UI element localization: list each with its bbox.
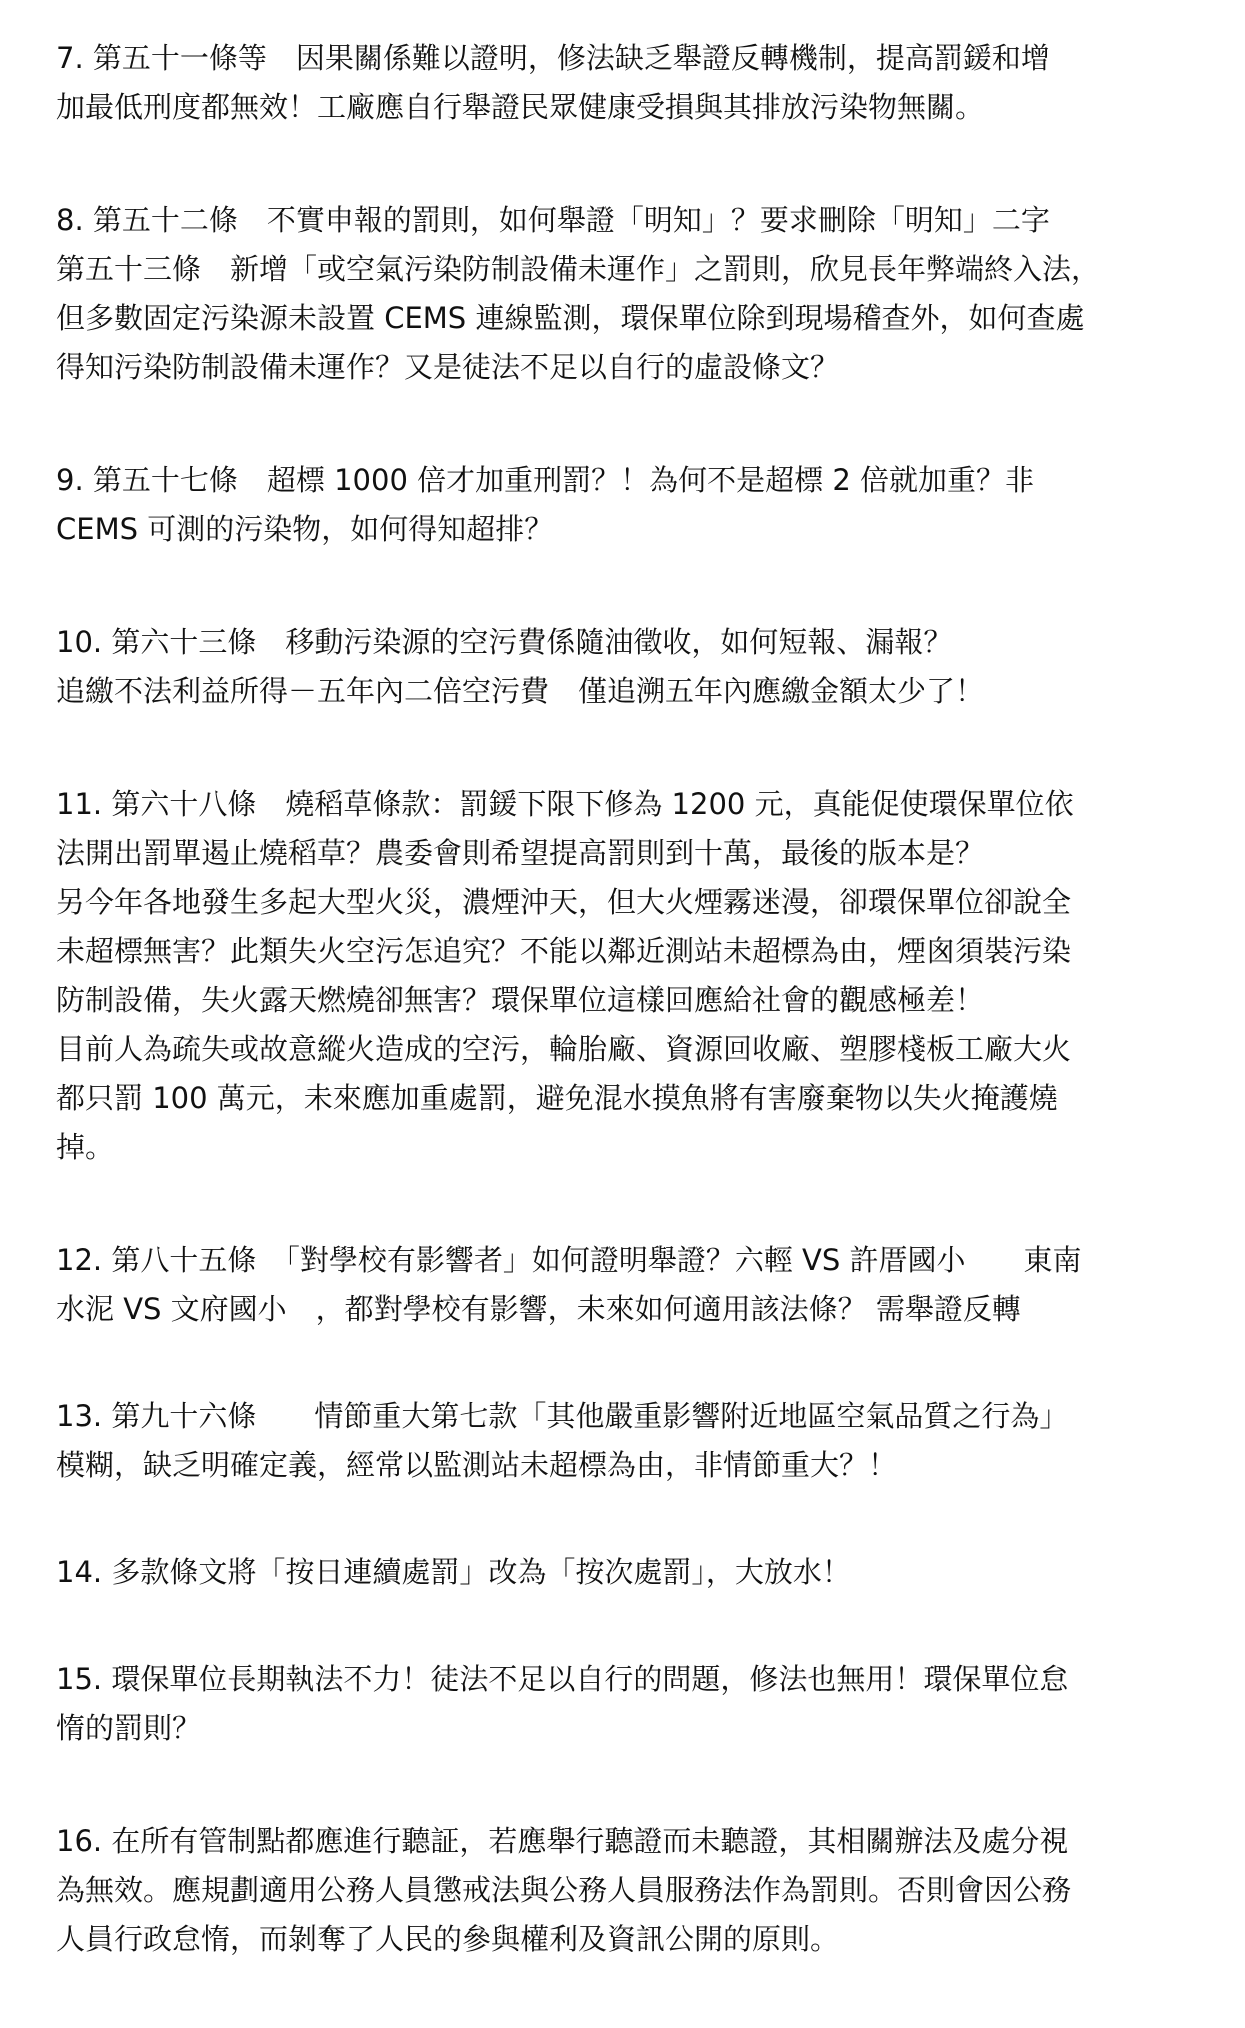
item-13 <box>56 1392 1196 1490</box>
item-9 <box>56 456 1196 554</box>
item-16-line-3: 人員行政怠惰，而剝奪了人民的參與權利及資訊公開的原則。 <box>56 1922 840 1956</box>
item-8-line-1: 8. 第五十二條 不實申報的罰則，如何舉證「明知」？要求刪除「明知」二字 <box>56 203 1050 237</box>
item-11-line-8: 掉。 <box>56 1130 115 1164</box>
item-11-line-4: 未超標無害？此類失火空污怎追究？不能以鄰近測站未超標為由，煙囪須裝污染 <box>56 934 1072 968</box>
item-7-line-2: 加最低刑度都無效！工廠應自行舉證民眾健康受損與其排放污染物無關。 <box>56 90 985 124</box>
item-15-line-1: 15. 環保單位長期執法不力！徒法不足以自行的問題，修法也無用！環保單位怠 <box>56 1662 1069 1696</box>
item-13-line-1: 13. 第九十六條 情節重大第七款「其他嚴重影響附近地區空氣品質之行為」 <box>56 1399 1069 1433</box>
item-9-line-2: CEMS 可測的污染物，如何得知超排？ <box>56 512 554 546</box>
item-11-line-2: 法開出罰單遏止燒稻草？農委會則希望提高罰則到十萬，最後的版本是？ <box>56 836 985 870</box>
item-14-line-1: 14. 多款條文將「按日連續處罰」改為「按次處罰」，大放水！ <box>56 1555 851 1589</box>
item-16-line-1: 16. 在所有管制點都應進行聽証，若應舉行聽證而未聽證，其相關辦法及處分視 <box>56 1824 1069 1858</box>
item-11-line-7: 都只罰 100 萬元，未來應加重處罰，避免混水摸魚將有害廢棄物以失火掩護燒 <box>56 1081 1058 1115</box>
item-15 <box>56 1655 1196 1753</box>
item-13-line-2: 模糊，缺乏明確定義，經常以監測站未超標為由，非情節重大？！ <box>56 1448 898 1482</box>
item-9-line-1: 9. 第五十七條 超標 1000 倍才加重刑罰？！為何不是超標 2 倍就加重？非 <box>56 463 1035 497</box>
item-8-line-4: 得知污染防制設備未運作？又是徒法不足以自行的虛設條文？ <box>56 350 840 384</box>
item-14 <box>56 1548 1196 1597</box>
item-11-line-5: 防制設備，失火露天燃燒卻無害？環保單位這樣回應給社會的觀感極差！ <box>56 983 985 1017</box>
item-8 <box>56 196 1196 392</box>
item-12-line-1: 12. 第八十五條 「對學校有影響者」如何證明舉證？六輕 VS 許厝國小 東南 <box>56 1243 1082 1277</box>
item-16-line-2: 為無效。應規劃適用公務人員懲戒法與公務人員服務法作為罰則。否則會因公務 <box>56 1873 1072 1907</box>
item-15-line-2: 惰的罰則？ <box>56 1711 202 1745</box>
item-12-line-2: 水泥 VS 文府國小 ，都對學校有影響，未來如何適用該法條？ 需舉證反轉 <box>56 1292 1021 1326</box>
document-page <box>56 34 1196 2028</box>
item-8-line-3: 但多數固定污染源未設置 CEMS 連線監測，環保單位除到現場稽查外，如何查處 <box>56 301 1085 335</box>
item-16 <box>56 1817 1196 1964</box>
item-11-line-1: 11. 第六十八條 燒稻草條款：罰鍰下限下修為 1200 元，真能促使環保單位依 <box>56 787 1074 821</box>
item-10 <box>56 618 1196 716</box>
item-11 <box>56 780 1196 1172</box>
item-7-line-1: 7. 第五十一條等 因果關係難以證明，修法缺乏舉證反轉機制，提高罰鍰和增 <box>56 41 1050 75</box>
item-7 <box>56 34 1196 132</box>
item-11-line-3: 另今年各地發生多起大型火災，濃煙沖天，但大火煙霧迷漫，卻環保單位卻說全 <box>56 885 1072 919</box>
item-10-line-1: 10. 第六十三條 移動污染源的空污費係隨油徵收，如何短報、漏報？ <box>56 625 953 659</box>
item-11-line-6: 目前人為疏失或故意縱火造成的空污，輪胎廠、資源回收廠、塑膠棧板工廠大火 <box>56 1032 1072 1066</box>
item-8-line-2: 第五十三條 新增「或空氣污染防制設備未運作」之罰則，欣見長年弊端終入法， <box>56 252 1101 286</box>
item-10-line-2: 追繳不法利益所得－五年內二倍空污費 僅追溯五年內應繳金額太少了！ <box>56 674 985 708</box>
item-12 <box>56 1236 1196 1334</box>
